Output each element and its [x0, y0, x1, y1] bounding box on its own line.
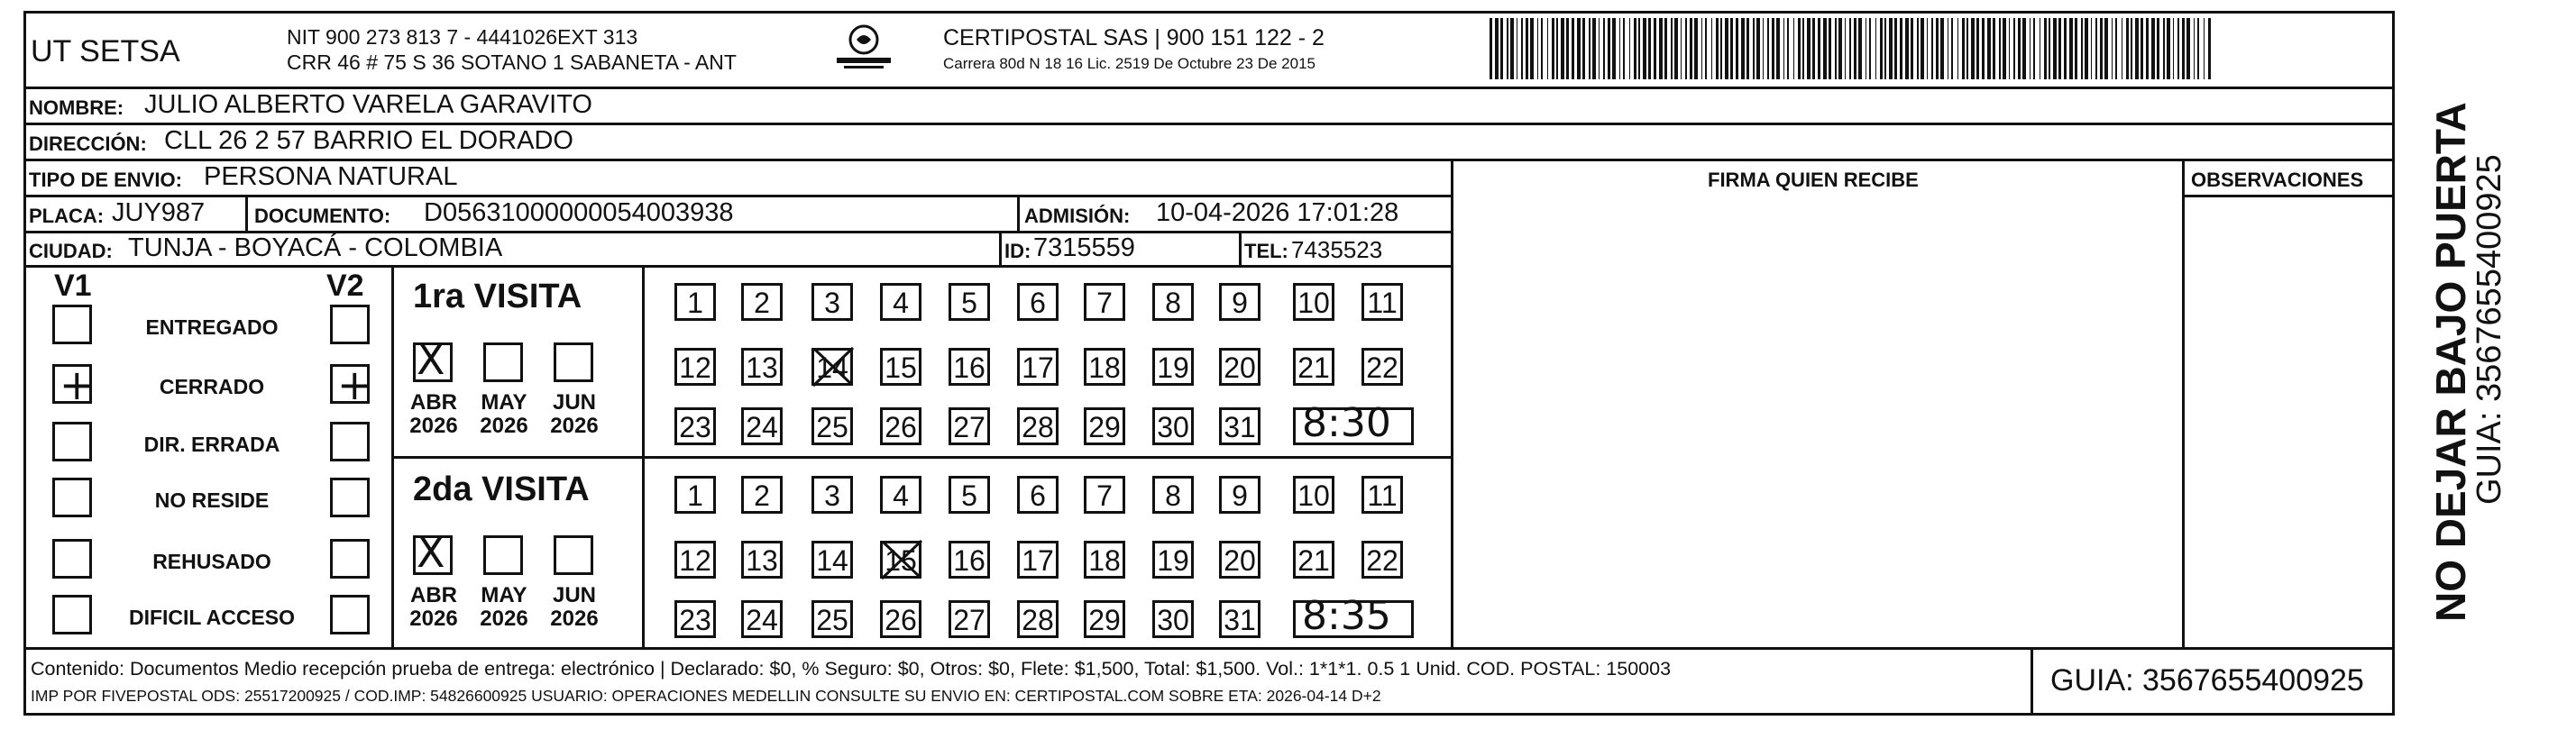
month-checkbox[interactable] [483, 535, 523, 575]
day-box[interactable]: 27 [949, 600, 990, 638]
day-box[interactable]: 3 [811, 283, 853, 321]
month-checkbox[interactable] [483, 342, 523, 382]
observaciones-header: OBSERVACIONES [2191, 169, 2364, 191]
documento-value: D05631000000054003938 [424, 198, 734, 227]
month-name: ABR [410, 583, 457, 607]
day-box[interactable]: 31 [1219, 407, 1260, 445]
day-box[interactable]: 9 [1219, 476, 1260, 514]
v2-header: V2 [326, 269, 364, 303]
divider [23, 647, 2395, 650]
tel-label: TEL: [1244, 240, 1288, 262]
company-address: CRR 46 # 75 S 36 SOTANO 1 SABANETA - ANT [287, 50, 737, 74]
day-box[interactable]: 6 [1017, 476, 1059, 514]
status-label: DIR. ERRADA [143, 433, 280, 456]
certipostal-logo-icon [828, 22, 900, 72]
status-v2-checkbox[interactable] [330, 305, 370, 344]
divider [1239, 231, 1242, 265]
month-name: ABR [410, 390, 457, 415]
documento-label: DOCUMENTO: [254, 205, 391, 227]
admision-label: ADMISIÓN: [1024, 205, 1131, 227]
month-name: JUN [552, 390, 596, 415]
footer-content: Contenido: Documentos Medio recepción prueba de entrega: electrónico | Declarado: $0, % Seguro: $0, Otros: $0, Flete: $1,500, Total: $1,500. Vol.: 1*1*1. 0.5 1 Unid. COD. POSTAL: 150003 [31, 658, 1672, 680]
company-name: UT SETSA [31, 34, 180, 68]
month-year: 2026 [550, 414, 599, 439]
divider [2182, 159, 2185, 647]
visit-title: 2da VISITA [413, 470, 590, 508]
month-year: 2026 [409, 607, 458, 632]
month-name: JUN [552, 583, 596, 607]
day-box[interactable]: 26 [880, 407, 921, 445]
footer-guia: GUIA: 3567655400925 [2050, 663, 2364, 698]
month-year: 2026 [550, 607, 599, 632]
day-strike-mark [808, 342, 858, 396]
divider [23, 159, 2395, 161]
day-box[interactable]: 10 [1293, 283, 1334, 321]
day-box[interactable]: 26 [880, 600, 921, 638]
day-box[interactable]: 17 [1017, 348, 1059, 386]
day-box[interactable]: 31 [1219, 600, 1260, 638]
day-box[interactable]: 28 [1017, 600, 1059, 638]
day-box[interactable]: 10 [1293, 476, 1334, 514]
status-v2-mark: + [337, 360, 372, 409]
month-label [472, 391, 536, 439]
divider [2182, 195, 2395, 197]
month-label [402, 391, 465, 439]
day-box[interactable]: 18 [1084, 348, 1125, 386]
status-v1-checkbox[interactable] [52, 422, 92, 461]
tel-value: 7435523 [1291, 236, 1383, 263]
day-box[interactable]: 8 [1152, 476, 1194, 514]
no-dejar-notice: NO DEJAR BAJO PUERTA [2427, 102, 2474, 622]
divider [391, 456, 642, 459]
ciudad-value: TUNJA - BOYACÁ - COLOMBIA [128, 233, 503, 262]
status-v1-checkbox[interactable] [52, 478, 92, 517]
day-box[interactable]: 21 [1293, 348, 1334, 386]
placa-label: PLACA: [29, 205, 105, 227]
day-box[interactable]: 18 [1084, 541, 1125, 579]
status-label: REHUSADO [152, 550, 271, 573]
id-value: 7315559 [1033, 233, 1135, 262]
month-name: MAY [481, 390, 527, 415]
day-box[interactable]: 16 [949, 541, 990, 579]
day-box[interactable]: 23 [674, 600, 716, 638]
day-box[interactable]: 27 [949, 407, 990, 445]
divider [245, 195, 248, 231]
divider [1451, 159, 1453, 647]
day-box[interactable]: 11 [1361, 283, 1403, 321]
day-box[interactable]: 22 [1361, 541, 1403, 579]
id-label: ID: [1004, 240, 1031, 262]
day-strike-mark [876, 535, 927, 589]
day-box[interactable]: 4 [880, 283, 921, 321]
month-name: MAY [481, 583, 527, 607]
day-box[interactable]: 13 [741, 541, 783, 579]
day-box[interactable]: 5 [949, 283, 990, 321]
status-label: CERRADO [159, 375, 265, 398]
day-box[interactable]: 23 [674, 407, 716, 445]
company-nit: NIT 900 273 813 7 - 4441026EXT 313 [287, 25, 638, 49]
divider [2031, 647, 2033, 716]
vertical-guia: GUIA: 3567655400925 [2471, 154, 2508, 505]
day-box[interactable]: 7 [1084, 476, 1125, 514]
month-year: 2026 [480, 414, 528, 439]
day-box[interactable]: 11 [1361, 476, 1403, 514]
nombre-label: NOMBRE: [29, 96, 124, 119]
day-box[interactable]: 12 [674, 541, 716, 579]
status-v1-mark: + [60, 360, 95, 409]
status-v2-checkbox[interactable] [330, 595, 370, 634]
day-box[interactable]: 15 [880, 348, 921, 386]
day-box[interactable]: 13 [741, 348, 783, 386]
day-box[interactable]: 20 [1219, 541, 1260, 579]
nombre-value: JULIO ALBERTO VARELA GARAVITO [144, 90, 592, 119]
month-year: 2026 [480, 607, 528, 632]
day-box[interactable]: 14 [811, 348, 853, 386]
status-label: ENTREGADO [145, 315, 279, 339]
status-label: DIFICIL ACCESO [128, 606, 295, 629]
day-box[interactable]: 4 [880, 476, 921, 514]
direccion-label: DIRECCIÓN: [29, 132, 147, 155]
month-mark: X [417, 528, 445, 577]
status-v1-checkbox[interactable] [52, 539, 92, 579]
courier-name: CERTIPOSTAL SAS | 900 151 122 - 2 [943, 25, 1325, 50]
month-checkbox[interactable] [554, 535, 593, 575]
visit-title: 1ra VISITA [413, 278, 582, 315]
month-label [543, 391, 606, 439]
day-box[interactable]: 30 [1152, 407, 1194, 445]
day-box[interactable]: 28 [1017, 407, 1059, 445]
day-box[interactable]: 20 [1219, 348, 1260, 386]
courier-address: Carrera 80d N 18 16 Lic. 2519 De Octubre 23 De 2015 [943, 55, 1316, 72]
ciudad-label: CIUDAD: [29, 240, 113, 262]
tipo-envio-label: TIPO DE ENVIO: [29, 169, 182, 191]
firma-header: FIRMA QUIEN RECIBE [1708, 169, 1919, 191]
status-v2-checkbox[interactable] [330, 422, 370, 461]
day-box[interactable]: 16 [949, 348, 990, 386]
day-box[interactable]: 5 [949, 476, 990, 514]
day-box[interactable]: 9 [1219, 283, 1260, 321]
divider [642, 456, 1451, 459]
status-label: NO RESIDE [154, 488, 270, 512]
day-box[interactable]: 25 [811, 407, 853, 445]
month-label [402, 584, 465, 632]
divider [1017, 195, 1020, 231]
day-box[interactable]: 6 [1017, 283, 1059, 321]
month-mark: X [417, 335, 445, 384]
day-box[interactable]: 1 [674, 476, 716, 514]
day-box[interactable]: 21 [1293, 541, 1334, 579]
status-v2-checkbox[interactable] [330, 539, 370, 579]
visit-time: 8:35 [1302, 593, 1391, 639]
day-box[interactable]: 2 [741, 476, 783, 514]
day-box[interactable]: 19 [1152, 348, 1194, 386]
status-v1-checkbox[interactable] [52, 305, 92, 344]
day-box[interactable]: 29 [1084, 600, 1125, 638]
divider [23, 265, 1453, 268]
day-box[interactable]: 24 [741, 600, 783, 638]
day-box[interactable]: 14 [811, 541, 853, 579]
footer-print-info: IMP POR FIVEPOSTAL ODS: 25517200925 / COD.IMP: 54826600925 USUARIO: OPERACIONES MEDELLIN CONSULTE SU ENVIO EN: CERTIPOSTAL.COM SOBRE ETA: 2026-04-14 D+2 [31, 687, 1381, 705]
month-label [472, 584, 536, 632]
divider [999, 231, 1002, 265]
day-box[interactable]: 1 [674, 283, 716, 321]
visit-time: 8:30 [1302, 400, 1391, 446]
divider [23, 123, 2395, 125]
month-checkbox[interactable] [554, 342, 593, 382]
day-box[interactable]: 2 [741, 283, 783, 321]
direccion-value: CLL 26 2 57 BARRIO EL DORADO [164, 126, 573, 155]
barcode [1490, 18, 2211, 79]
month-year: 2026 [409, 414, 458, 439]
day-box[interactable]: 24 [741, 407, 783, 445]
day-box[interactable]: 3 [811, 476, 853, 514]
month-label [543, 584, 606, 632]
status-v1-checkbox[interactable] [52, 595, 92, 634]
tipo-envio-value: PERSONA NATURAL [204, 162, 458, 191]
day-box[interactable]: 15 [880, 541, 921, 579]
day-box[interactable]: 29 [1084, 407, 1125, 445]
day-box[interactable]: 12 [674, 348, 716, 386]
status-v2-checkbox[interactable] [330, 478, 370, 517]
v1-header: V1 [54, 269, 92, 303]
day-box[interactable]: 30 [1152, 600, 1194, 638]
day-box[interactable]: 22 [1361, 348, 1403, 386]
day-box[interactable]: 19 [1152, 541, 1194, 579]
divider [23, 87, 2395, 89]
divider [23, 195, 1453, 197]
day-box[interactable]: 17 [1017, 541, 1059, 579]
day-box[interactable]: 25 [811, 600, 853, 638]
day-box[interactable]: 8 [1152, 283, 1194, 321]
placa-value: JUY987 [112, 198, 206, 227]
day-box[interactable]: 7 [1084, 283, 1125, 321]
admision-value: 10-04-2026 17:01:28 [1156, 198, 1399, 227]
